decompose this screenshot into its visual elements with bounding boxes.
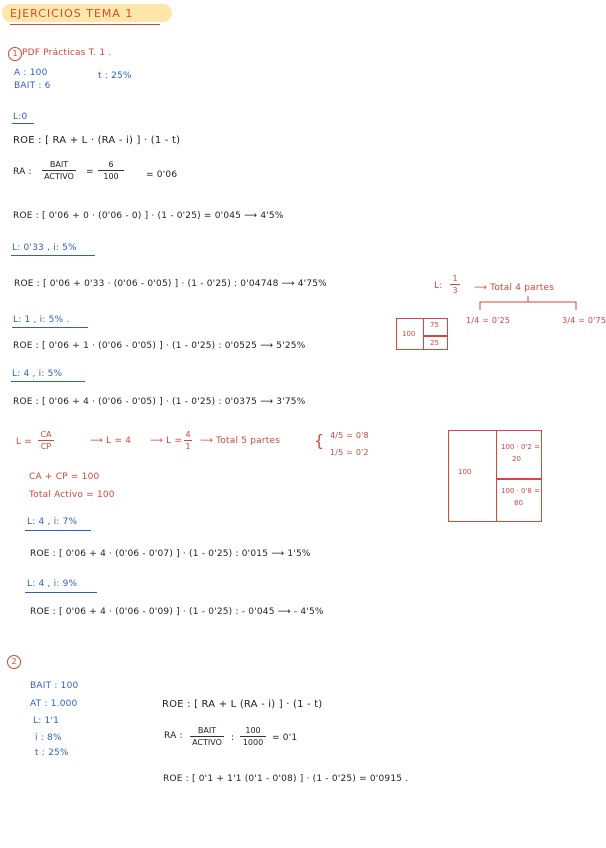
ex2-roe-calc: ROE : [ 0'1 + 1'1 (0'1 - 0'08) ] · (1 - 0'25) = 0'0915 .	[163, 774, 409, 784]
ex2-i: i : 8%	[35, 733, 62, 743]
ex2-bait: BAIT : 100	[30, 681, 79, 691]
roe-l033: ROE : [ 0'06 + 0'33 · (0'06 - 0'05) ] · (1 - 0'25) : 0'04748 ⟶ 4'75%	[14, 279, 327, 289]
ra-fraction	[42, 160, 76, 181]
side-fraction-num: 1	[452, 274, 458, 283]
side-split-bracket	[476, 296, 582, 314]
given-t: t : 25%	[98, 71, 132, 81]
case-l4-underline	[11, 381, 85, 382]
red-fraction-2-bar	[184, 440, 192, 441]
big-box-top-label: 100 · 0'2 =	[501, 443, 540, 451]
ra-fraction-den: ACTIVO	[44, 172, 74, 181]
case-l4-i9: L: 4 , i: 9%	[27, 579, 78, 589]
small-box-100: 100	[402, 330, 416, 338]
roe-l0: ROE : [ 0'06 + 0 · (0'06 - 0) ] · (1 - 0'25) = 0'045 ⟶ 4'5%	[13, 211, 284, 221]
ra-label: RA :	[13, 167, 32, 177]
case-l033-underline	[11, 255, 95, 256]
ra-fraction-num: BAIT	[49, 160, 69, 169]
roe-l4-i7: ROE : [ 0'06 + 4 · (0'06 - 0'07) ] · (1 - 0'25) : 0'015 ⟶ 1'5%	[30, 549, 311, 559]
side-fraction-den: 3	[452, 286, 458, 295]
small-box-25: 25	[430, 339, 439, 347]
roe-l1: ROE : [ 0'06 + 1 · (0'06 - 0'05) ] · (1 - 0'25) : 0'0525 ⟶ 5'25%	[13, 341, 306, 351]
case-l1-underline	[12, 327, 88, 328]
big-box-bottom-label: 100 · 0'8 =	[501, 487, 540, 495]
exercise-1-number: 1	[8, 47, 22, 61]
ex2-ra-fraction-bar	[190, 736, 224, 737]
side-total-parts: ⟶ Total 4 partes	[474, 283, 555, 293]
given-bait: BAIT : 6	[14, 81, 51, 91]
exercise-2-number: 2	[7, 655, 21, 669]
case-l0: L:0	[13, 112, 28, 122]
page-title: EJERCICIOS TEMA 1	[10, 7, 134, 20]
red-brace-b: 1/5 = 0'2	[330, 448, 369, 457]
ex2-l: L: 1'1	[33, 716, 60, 726]
red-fraction-2-den: 1	[185, 442, 191, 451]
ex2-ra-value-fraction	[240, 726, 266, 747]
ra-result: = 0'06	[146, 170, 178, 180]
ex2-at: AT : 1.000	[30, 699, 78, 709]
ex2-ra-result: = 0'1	[272, 733, 298, 743]
case-l1: L: 1 , i: 5% .	[13, 315, 70, 325]
small-box-75: 75	[430, 321, 439, 329]
red-total-activo: Total Activo = 100	[29, 490, 115, 500]
red-fraction-bar	[38, 440, 54, 441]
ra-value-bar	[98, 170, 124, 171]
ex2-ra-colon: :	[231, 733, 235, 743]
red-l-label: L =	[16, 437, 33, 447]
side-l-label: L:	[434, 281, 443, 291]
red-total-parts: ⟶ Total 5 partes	[200, 436, 281, 446]
red-fraction-2-num: 4	[185, 430, 191, 439]
roe-l4: ROE : [ 0'06 + 4 · (0'06 - 0'05) ] · (1 - 0'25) : 0'0375 ⟶ 3'75%	[13, 397, 306, 407]
case-l4-i9-underline	[25, 592, 97, 593]
ra-equals: =	[86, 167, 94, 177]
given-a: A : 100	[14, 68, 48, 78]
ex2-ra-fraction-den: ACTIVO	[192, 738, 222, 747]
title-underline	[10, 24, 160, 25]
red-fraction	[38, 430, 54, 451]
roe-formula: ROE : [ RA + L · (RA - i) ] · (1 - t)	[13, 135, 181, 146]
red-fraction-den: CP	[40, 442, 52, 451]
side-quarter: 1/4 = 0'25	[466, 316, 511, 325]
case-l4-i7: L: 4 , i: 7%	[27, 517, 78, 527]
ra-value-fraction	[98, 160, 124, 181]
case-l4: L: 4 , i: 5%	[12, 369, 63, 379]
red-arrow-l: ⟶ L =	[150, 436, 183, 446]
red-brace-a: 4/5 = 0'8	[330, 431, 369, 440]
ex2-ra-value-den: 1000	[242, 738, 264, 747]
ex2-ra-fraction	[190, 726, 224, 747]
ex2-ra-value-bar	[240, 736, 266, 737]
red-fraction-num: CA	[40, 430, 52, 439]
big-box-bottom-value: 80	[514, 499, 523, 507]
case-l033: L: 0'33 , i: 5%	[12, 243, 77, 253]
side-fraction-bar	[450, 284, 460, 285]
case-l4-i7-underline	[25, 530, 91, 531]
red-brace: {	[314, 431, 325, 450]
big-box-100: 100	[458, 468, 472, 476]
ex2-ra-fraction-num: BAIT	[197, 726, 217, 735]
red-ca-cp: CA + CP = 100	[29, 472, 100, 482]
red-arrow-l4: ⟶ L = 4	[90, 436, 132, 446]
ex2-ra-value-num: 100	[245, 726, 261, 735]
red-fraction-2	[184, 430, 192, 451]
ex2-t: t : 25%	[35, 748, 69, 758]
ex2-ra-label: RA :	[164, 731, 183, 741]
exercise-1-source: PDF Prácticas T. 1 .	[22, 48, 112, 58]
ra-value-num: 6	[108, 160, 114, 169]
ex2-roe-formula: ROE : [ RA + L (RA - i) ] · (1 - t)	[162, 699, 323, 710]
side-fraction	[450, 274, 460, 295]
ra-value-den: 100	[103, 172, 119, 181]
side-three-quarters: 3/4 = 0'75	[562, 316, 606, 325]
ra-fraction-bar	[42, 170, 76, 171]
roe-l4-i9: ROE : [ 0'06 + 4 · (0'06 - 0'09) ] · (1 - 0'25) : - 0'045 ⟶ - 4'5%	[30, 607, 324, 617]
big-box-top-value: 20	[512, 455, 521, 463]
case-l0-underline	[12, 123, 34, 124]
